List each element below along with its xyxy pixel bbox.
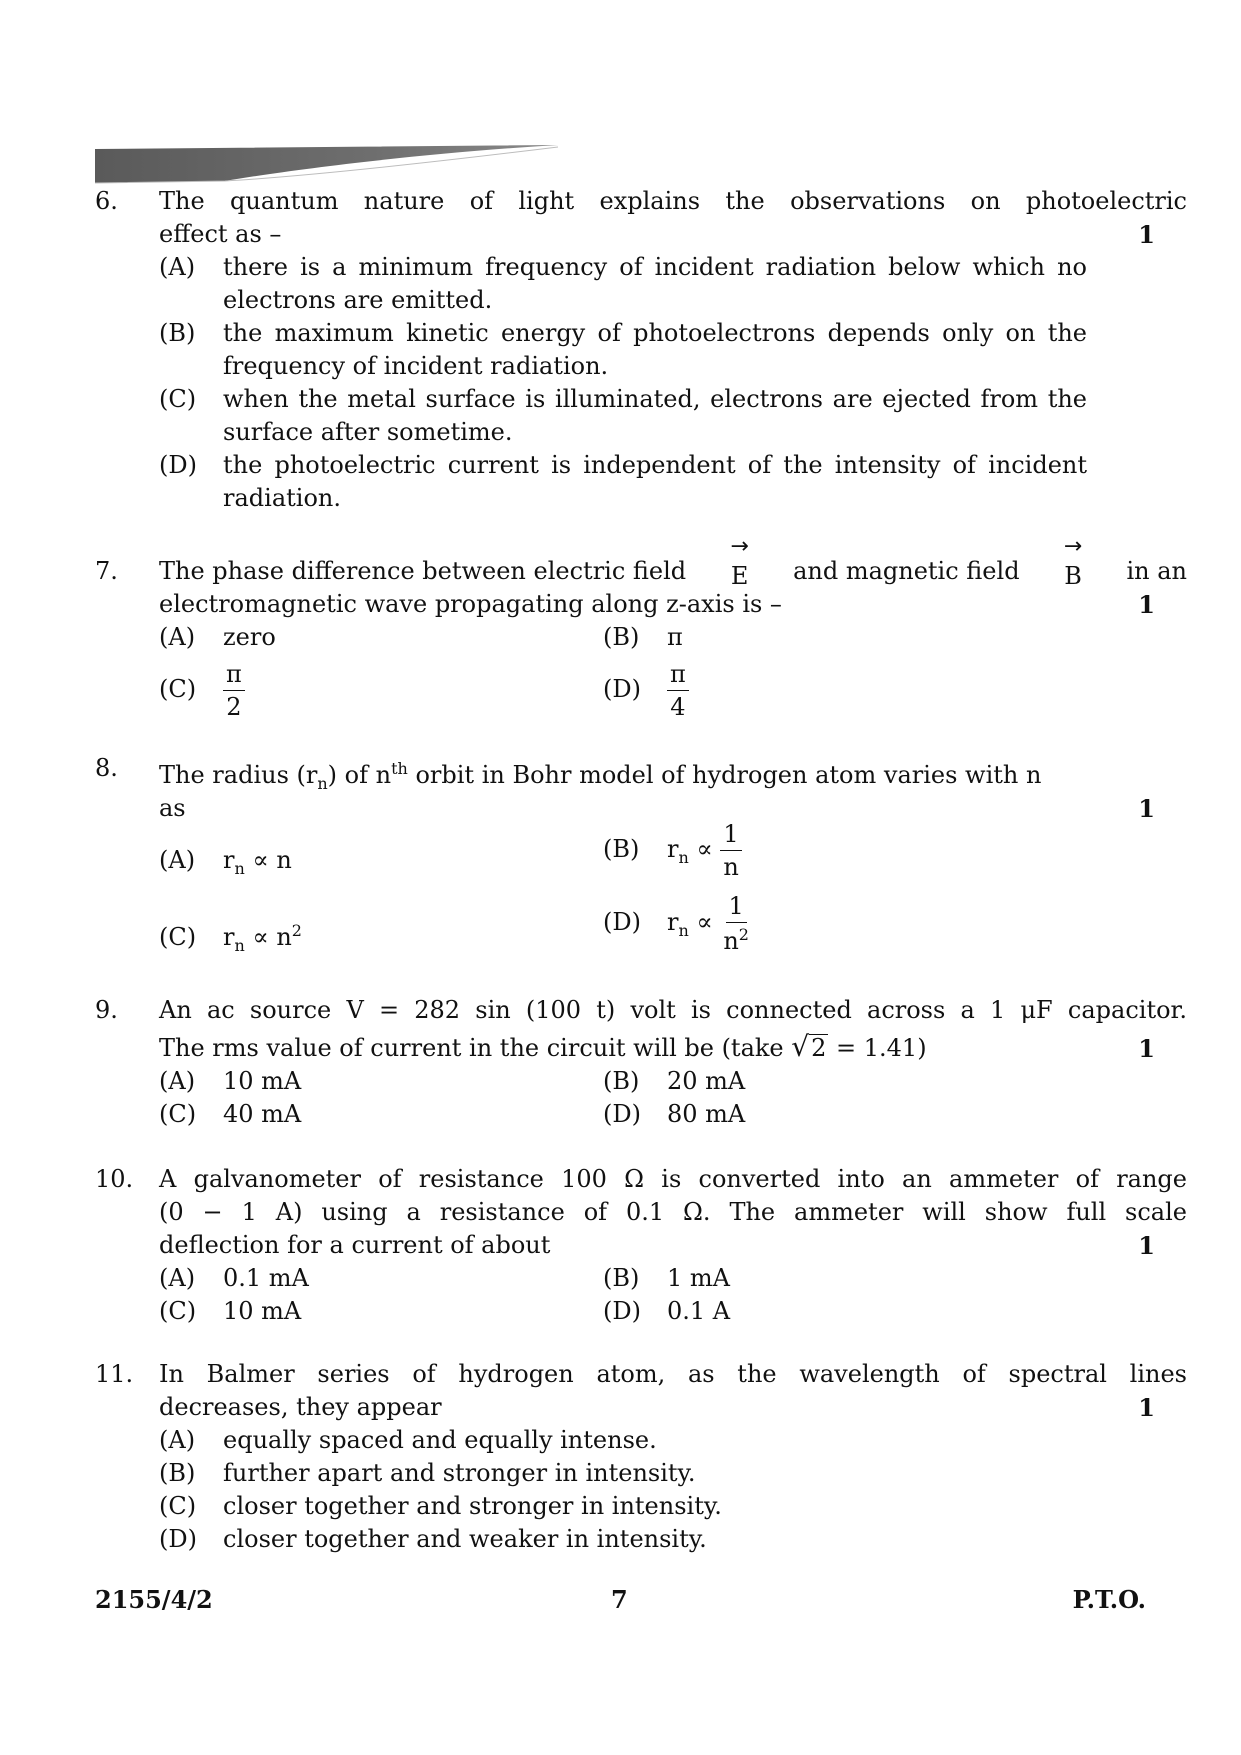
option-d: [603, 894, 752, 953]
numerator: π: [667, 662, 689, 691]
denominator-base: n: [723, 927, 739, 955]
subscript: n: [317, 773, 328, 793]
marks: 1: [1138, 1034, 1155, 1063]
option-label: (D): [603, 1100, 641, 1128]
option-label: (D): [603, 1297, 641, 1325]
option-rhs: n: [276, 923, 292, 951]
option-c: [159, 914, 302, 962]
vector-b: [1064, 536, 1082, 588]
fraction: [223, 662, 245, 719]
question-number: 10.: [95, 1165, 134, 1193]
superscript: th: [391, 759, 408, 778]
option-c: [159, 662, 245, 719]
question-text-line-1: [159, 752, 1041, 800]
option-text-line-2: frequency of incident radiation.: [223, 352, 609, 380]
option-text: closer together and stronger in intensity.: [223, 1492, 722, 1520]
option-text: 0.1 A: [667, 1297, 731, 1325]
option-label: (A): [159, 1426, 196, 1454]
vector-e: [730, 536, 748, 588]
numerator: 1: [720, 822, 741, 851]
option-text: zero: [223, 623, 276, 651]
question-text-line-1: An ac source V = 282 sin (100 t) volt is connected across a 1 μF capacitor.: [159, 996, 1187, 1024]
option-text-line-1: the maximum kinetic energy of photoelectrons depends only on the: [223, 319, 1087, 347]
option-label: (C): [159, 923, 197, 951]
superscript: 2: [291, 921, 302, 940]
option-label: (A): [159, 1264, 196, 1292]
option-a: [159, 251, 1087, 314]
radical-sign: √: [791, 1030, 810, 1063]
option-label: (A): [159, 253, 196, 281]
denominator: [720, 923, 752, 953]
denominator: 2: [226, 693, 242, 721]
fraction: [720, 894, 752, 953]
question-text-line-1: In Balmer series of hydrogen atom, as the wavelength of spectral lines: [159, 1360, 1187, 1388]
radius-symbol: r: [667, 835, 679, 863]
text-part: orbit in Bohr model of hydrogen atom varies with n: [407, 761, 1042, 789]
option-d: [159, 1523, 707, 1556]
question-text-line-2: electromagnetic wave propagating along z-axis is –: [159, 590, 782, 618]
option-label: (D): [159, 451, 197, 479]
question-number: 11.: [95, 1360, 134, 1388]
superscript: 2: [738, 925, 749, 944]
option-b: [159, 317, 1087, 380]
option-text: equally spaced and equally intense.: [223, 1426, 657, 1454]
option-label: (B): [603, 835, 640, 863]
option-c: [159, 1098, 301, 1131]
option-text: π: [667, 623, 683, 651]
option-text: further apart and stronger in intensity.: [223, 1459, 696, 1487]
proportional-symbol: ∝: [252, 846, 269, 874]
denominator: n: [723, 853, 739, 881]
please-turn-over: P.T.O.: [1072, 1585, 1146, 1614]
radius-symbol: r: [223, 846, 235, 874]
option-text: 10 mA: [223, 1297, 302, 1325]
text-part: ) of n: [327, 761, 392, 789]
vector-arrow: →: [730, 534, 749, 559]
text-part: and magnetic field: [793, 557, 1020, 585]
question-text-line-2: (0 − 1 A) using a resistance of 0.1 Ω. The ammeter will show full scale: [159, 1198, 1187, 1226]
option-label: (D): [603, 675, 641, 703]
radius-symbol: r: [667, 908, 679, 936]
text-part: The radius (r: [159, 761, 318, 789]
option-d: [603, 662, 689, 719]
question-number: 9.: [95, 996, 118, 1024]
option-b: [603, 621, 683, 654]
option-text-line-2: surface after sometime.: [223, 418, 513, 446]
question-text-line-2: decreases, they appear: [159, 1393, 442, 1421]
option-label: (D): [159, 1525, 197, 1553]
option-text-line-1: there is a minimum frequency of incident radiation below which no: [223, 253, 1087, 281]
option-c: [159, 1490, 722, 1523]
text-part: = 1.41): [828, 1034, 927, 1062]
denominator: 4: [670, 693, 686, 721]
marks: 1: [1138, 220, 1155, 249]
option-text: 40 mA: [223, 1100, 302, 1128]
question-text-line-2: [159, 1032, 927, 1065]
option-text: 80 mA: [667, 1100, 746, 1128]
option-a: [159, 621, 276, 654]
text-part: in an: [1126, 557, 1187, 585]
question-text-line-1: A galvanometer of resistance 100 Ω is converted into an ammeter of range: [159, 1165, 1187, 1193]
numerator: π: [223, 662, 245, 691]
vector-symbol: E: [730, 562, 749, 590]
option-text-line-1: when the metal surface is illuminated, electrons are ejected from the: [223, 385, 1087, 413]
option-text: 1 mA: [667, 1264, 730, 1292]
subscript: n: [234, 935, 245, 955]
radius-symbol: r: [223, 923, 235, 951]
option-a: [159, 844, 292, 885]
question-text-line-2: as: [159, 794, 186, 822]
question-number: 6.: [95, 187, 118, 215]
subscript: n: [234, 858, 245, 878]
subscript: n: [678, 847, 689, 867]
option-c: [159, 1295, 301, 1328]
option-text: 20 mA: [667, 1067, 746, 1095]
question-text-line-3: deflection for a current of about: [159, 1231, 551, 1259]
option-label: (A): [159, 1067, 196, 1095]
option-text-line-1: the photoelectric current is independent of the intensity of incident: [223, 451, 1087, 479]
option-text: 10 mA: [223, 1067, 302, 1095]
option-text: closer together and weaker in intensity.: [223, 1525, 707, 1553]
option-label: (B): [159, 319, 196, 347]
fraction: [720, 822, 741, 879]
question-text-line-1: The quantum nature of light explains the observations on photoelectric: [159, 187, 1187, 215]
option-label: (C): [159, 385, 197, 413]
option-label: (C): [159, 1492, 197, 1520]
option-a: [159, 1262, 309, 1295]
option-a: [159, 1065, 301, 1098]
question-text-line-2: effect as –: [159, 220, 282, 248]
marks: 1: [1138, 794, 1155, 823]
vector-arrow: →: [1063, 534, 1083, 559]
option-b: [603, 822, 742, 879]
radicand: 2: [811, 1033, 827, 1062]
numerator: 1: [726, 894, 747, 923]
proportional-symbol: ∝: [696, 835, 713, 863]
option-a: [159, 1424, 657, 1457]
option-rhs: n: [276, 846, 292, 874]
option-label: (A): [159, 623, 196, 651]
option-d: [603, 1295, 730, 1328]
question-text-line-1: [159, 525, 1187, 588]
option-b: [159, 1457, 696, 1490]
vector-symbol: B: [1064, 562, 1082, 590]
marks: 1: [1138, 1231, 1155, 1260]
option-d: [159, 449, 1087, 512]
option-label: (C): [159, 675, 197, 703]
square-root: [791, 1030, 828, 1063]
option-label: (C): [159, 1100, 197, 1128]
option-label: (B): [603, 623, 640, 651]
option-label: (D): [603, 908, 641, 936]
text-part: The rms value of current in the circuit will be (take: [159, 1034, 792, 1062]
option-label: (B): [603, 1067, 640, 1095]
option-label: (C): [159, 1297, 197, 1325]
subscript: n: [678, 920, 689, 940]
section-banner: [95, 143, 558, 185]
option-text-line-2: radiation.: [223, 484, 341, 512]
question-number: 8.: [95, 754, 118, 782]
option-b: [603, 1262, 730, 1295]
question-number: 7.: [95, 557, 118, 585]
option-b: [603, 1065, 745, 1098]
text-part: The phase difference between electric field: [159, 557, 687, 585]
proportional-symbol: ∝: [252, 923, 269, 951]
fraction: [667, 662, 689, 719]
option-text-line-2: electrons are emitted.: [223, 286, 493, 314]
option-label: (B): [603, 1264, 640, 1292]
option-label: (A): [159, 846, 196, 874]
option-text: 0.1 mA: [223, 1264, 309, 1292]
marks: 1: [1138, 590, 1155, 619]
paper-code: 2155/4/2: [95, 1585, 213, 1614]
page-number: 7: [611, 1585, 628, 1614]
option-label: (B): [159, 1459, 196, 1487]
proportional-symbol: ∝: [696, 908, 713, 936]
option-d: [603, 1098, 745, 1131]
marks: 1: [1138, 1393, 1155, 1422]
option-c: [159, 383, 1087, 446]
